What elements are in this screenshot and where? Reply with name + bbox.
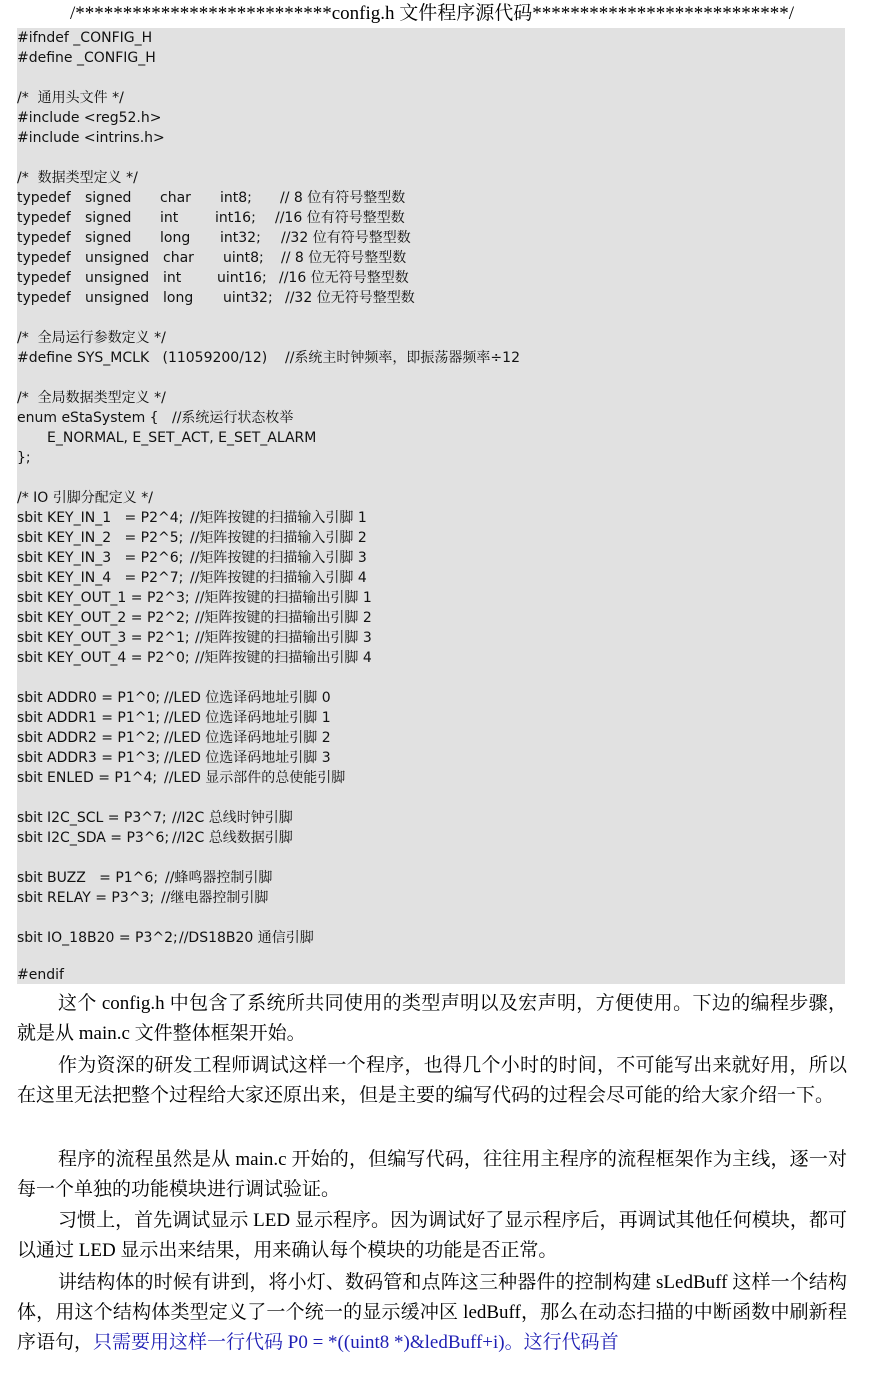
code-line-typedef (17, 268, 409, 288)
sbit-comment: //I2C 总线数据引脚 (172, 830, 293, 846)
code-line-sbit (17, 568, 367, 588)
paragraph: 作为资深的研发工程师调试这样一个程序，也得几个小时的时间，不可能写出来就好用，所以在这里无法把整个过程给大家还原出来，但是主要的编写代码的过程会尽可能的给大家介绍一下。 (17, 1055, 847, 1106)
sbit-declaration: sbit ADDR3 = P1^3; (17, 750, 161, 766)
typedef-sign: signed (85, 210, 132, 226)
sbit-comment: //LED 显示部件的总使能引脚 (164, 770, 346, 786)
typedef-comment: //32 位无符号整型数 (285, 290, 415, 306)
sbit-comment: //LED 位选译码地址引脚 0 (164, 690, 331, 706)
code-line-define-mclk (17, 348, 520, 368)
code-line-sbit (17, 808, 293, 828)
sbit-comment: //LED 位选译码地址引脚 3 (164, 750, 331, 766)
sbit-declaration: sbit KEY_OUT_4 = P2^0; (17, 650, 190, 666)
typedef-base: long (160, 230, 191, 246)
typedef-comment: //32 位有符号整型数 (281, 230, 411, 246)
code-comment-global-params: /* 全局运行参数定义 */ (17, 330, 166, 346)
typedef-sign: unsigned (85, 250, 150, 266)
code-header-banner: /***************************config.h 文件程序源代码***************************/ (69, 3, 795, 24)
typedef-name: uint16; (217, 270, 267, 286)
sbit-comment: //矩阵按键的扫描输出引脚 4 (195, 650, 372, 666)
sbit-comment: //LED 位选译码地址引脚 2 (164, 730, 331, 746)
define-mclk-comment: //系统主时钟频率，即振荡器频率÷12 (285, 350, 520, 366)
code-line-typedef (17, 248, 407, 268)
typedef-sign: signed (85, 230, 132, 246)
code-line-enum-close: }; (17, 450, 31, 466)
sbit-declaration: sbit KEY_OUT_3 = P2^1; (17, 630, 190, 646)
code-line-sbit (17, 628, 372, 648)
typedef-keyword: typedef (17, 270, 71, 286)
sbit-declaration: sbit IO_18B20 = P3^2; (17, 930, 178, 946)
sbit-declaration: sbit ADDR0 = P1^0; (17, 690, 161, 706)
sbit-declaration: sbit I2C_SCL = P3^7; (17, 810, 167, 826)
typedef-name: int16; (215, 210, 256, 226)
code-line-sbit (17, 528, 367, 548)
sbit-declaration: sbit KEY_OUT_2 = P2^2; (17, 610, 190, 626)
code-line-sbit (17, 828, 293, 848)
typedef-keyword: typedef (17, 230, 71, 246)
code-line-sbit (17, 548, 367, 568)
code-line-sbit (17, 768, 346, 788)
code-block (17, 28, 845, 984)
code-line-enum-values: E_NORMAL, E_SET_ACT, E_SET_ALARM (47, 430, 317, 446)
sbit-comment: //矩阵按键的扫描输出引脚 3 (195, 630, 372, 646)
code-line-typedef (17, 188, 406, 208)
code-line-typedef (17, 288, 415, 308)
typedef-name: int8; (220, 190, 252, 206)
code-line-typedef (17, 208, 405, 228)
code-line-sbit (17, 888, 269, 908)
sbit-comment: //DS18B20 通信引脚 (179, 930, 314, 946)
sbit-declaration: sbit ADDR1 = P1^1; (17, 710, 161, 726)
sbit-declaration: sbit BUZZ = P1^6; (17, 870, 159, 886)
sbit-comment: //矩阵按键的扫描输入引脚 1 (190, 510, 367, 526)
highlighted-code-text: 只需要用这样一行代码 P0 = *((uint8 *)&ledBuff+i)。这行代码首 (93, 1332, 619, 1353)
typedef-base: int (163, 270, 182, 286)
paragraph: 这个 config.h 中包含了系统所共同使用的类型声明以及宏声明，方便使用。下边的编程步骤，就是从 main.c 文件整体框架开始。 (17, 993, 847, 1044)
paragraph: 程序的流程虽然是从 main.c 开始的，但编写代码，往往用主程序的流程框架作为主线，逐一对每一个单独的功能模块进行调试验证。 (17, 1149, 847, 1200)
typedef-sign: unsigned (85, 290, 150, 306)
sbit-declaration: sbit KEY_IN_2 = P2^5; (17, 530, 184, 546)
code-comment-header-files: /* 通用头文件 */ (17, 90, 124, 106)
code-line-ifndef: #ifndef _CONFIG_H (17, 30, 153, 46)
typedef-keyword: typedef (17, 250, 71, 266)
typedef-name: uint32; (223, 290, 273, 306)
sbit-declaration: sbit KEY_IN_4 = P2^7; (17, 570, 184, 586)
typedef-name: int32; (220, 230, 261, 246)
sbit-comment: //I2C 总线时钟引脚 (172, 810, 293, 826)
typedef-base: int (160, 210, 179, 226)
typedef-comment: //16 位有符号整型数 (275, 210, 405, 226)
code-line-sbit (17, 608, 372, 628)
sbit-declaration: sbit I2C_SDA = P3^6; (17, 830, 170, 846)
sbit-comment: //矩阵按键的扫描输出引脚 1 (195, 590, 372, 606)
code-comment-io: /* IO 引脚分配定义 */ (17, 490, 153, 506)
paragraph-text: 讲结构体的时候有讲到，将小灯、数码管和点阵这三种器件的控制构建 sLedBuff 这样一个结构体，用这个结构体类型定义了一个统一的显示缓冲区 ledBuff，那么在动态扫描的中断函数中刷新程序语句， (17, 1272, 847, 1353)
typedef-keyword: typedef (17, 290, 71, 306)
sbit-declaration: sbit ENLED = P1^4; (17, 770, 158, 786)
sbit-declaration: sbit RELAY = P3^3; (17, 890, 155, 906)
typedef-base: long (163, 290, 194, 306)
code-line-sbit (17, 508, 367, 528)
sbit-comment: //LED 位选译码地址引脚 1 (164, 710, 331, 726)
sbit-declaration: sbit KEY_IN_3 = P2^6; (17, 550, 184, 566)
sbit-comment: //矩阵按键的扫描输入引脚 3 (190, 550, 367, 566)
typedef-keyword: typedef (17, 190, 71, 206)
code-line-define-guard: #define _CONFIG_H (17, 50, 156, 66)
typedef-sign: unsigned (85, 270, 150, 286)
code-line-endif: #endif (17, 967, 64, 983)
sbit-declaration: sbit KEY_OUT_1 = P2^3; (17, 590, 190, 606)
paragraph (17, 1268, 847, 1358)
code-line-sbit (17, 748, 331, 768)
code-line-enum-open (17, 408, 294, 428)
typedef-comment: // 8 位无符号整型数 (281, 250, 407, 266)
typedef-sign: signed (85, 190, 132, 206)
typedef-keyword: typedef (17, 210, 71, 226)
sbit-comment: //矩阵按键的扫描输出引脚 2 (195, 610, 372, 626)
typedef-comment: // 8 位有符号整型数 (280, 190, 406, 206)
code-line-sbit (17, 928, 314, 948)
enum-comment: //系统运行状态枚举 (172, 410, 294, 426)
typedef-comment: //16 位无符号整型数 (279, 270, 409, 286)
code-comment-global-types: /* 全局数据类型定义 */ (17, 390, 166, 406)
code-line-sbit (17, 688, 331, 708)
code-line-include-reg52: #include <reg52.h> (17, 110, 162, 126)
code-line-sbit (17, 708, 331, 728)
code-line-sbit (17, 588, 372, 608)
sbit-comment: //矩阵按键的扫描输入引脚 2 (190, 530, 367, 546)
typedef-base: char (163, 250, 194, 266)
code-line-sbit (17, 728, 331, 748)
code-line-sbit (17, 868, 273, 888)
sbit-declaration: sbit ADDR2 = P1^2; (17, 730, 161, 746)
code-comment-types: /* 数据类型定义 */ (17, 170, 138, 186)
enum-declaration: enum eStaSystem { (17, 410, 159, 426)
paragraph: 习惯上，首先调试显示 LED 显示程序。因为调试好了显示程序后，再调试其他任何模块，都可以通过 LED 显示出来结果，用来确认每个模块的功能是否正常。 (17, 1210, 847, 1261)
sbit-comment: //继电器控制引脚 (161, 890, 269, 906)
typedef-base: char (160, 190, 191, 206)
code-line-sbit (17, 648, 372, 668)
typedef-name: uint8; (223, 250, 264, 266)
sbit-comment: //蜂鸣器控制引脚 (165, 870, 273, 886)
code-line-include-intrins: #include <intrins.h> (17, 130, 165, 146)
sbit-comment: //矩阵按键的扫描输入引脚 4 (190, 570, 367, 586)
code-line-typedef (17, 228, 411, 248)
define-mclk-statement: #define SYS_MCLK (11059200/12) (17, 350, 268, 366)
sbit-declaration: sbit KEY_IN_1 = P2^4; (17, 510, 184, 526)
